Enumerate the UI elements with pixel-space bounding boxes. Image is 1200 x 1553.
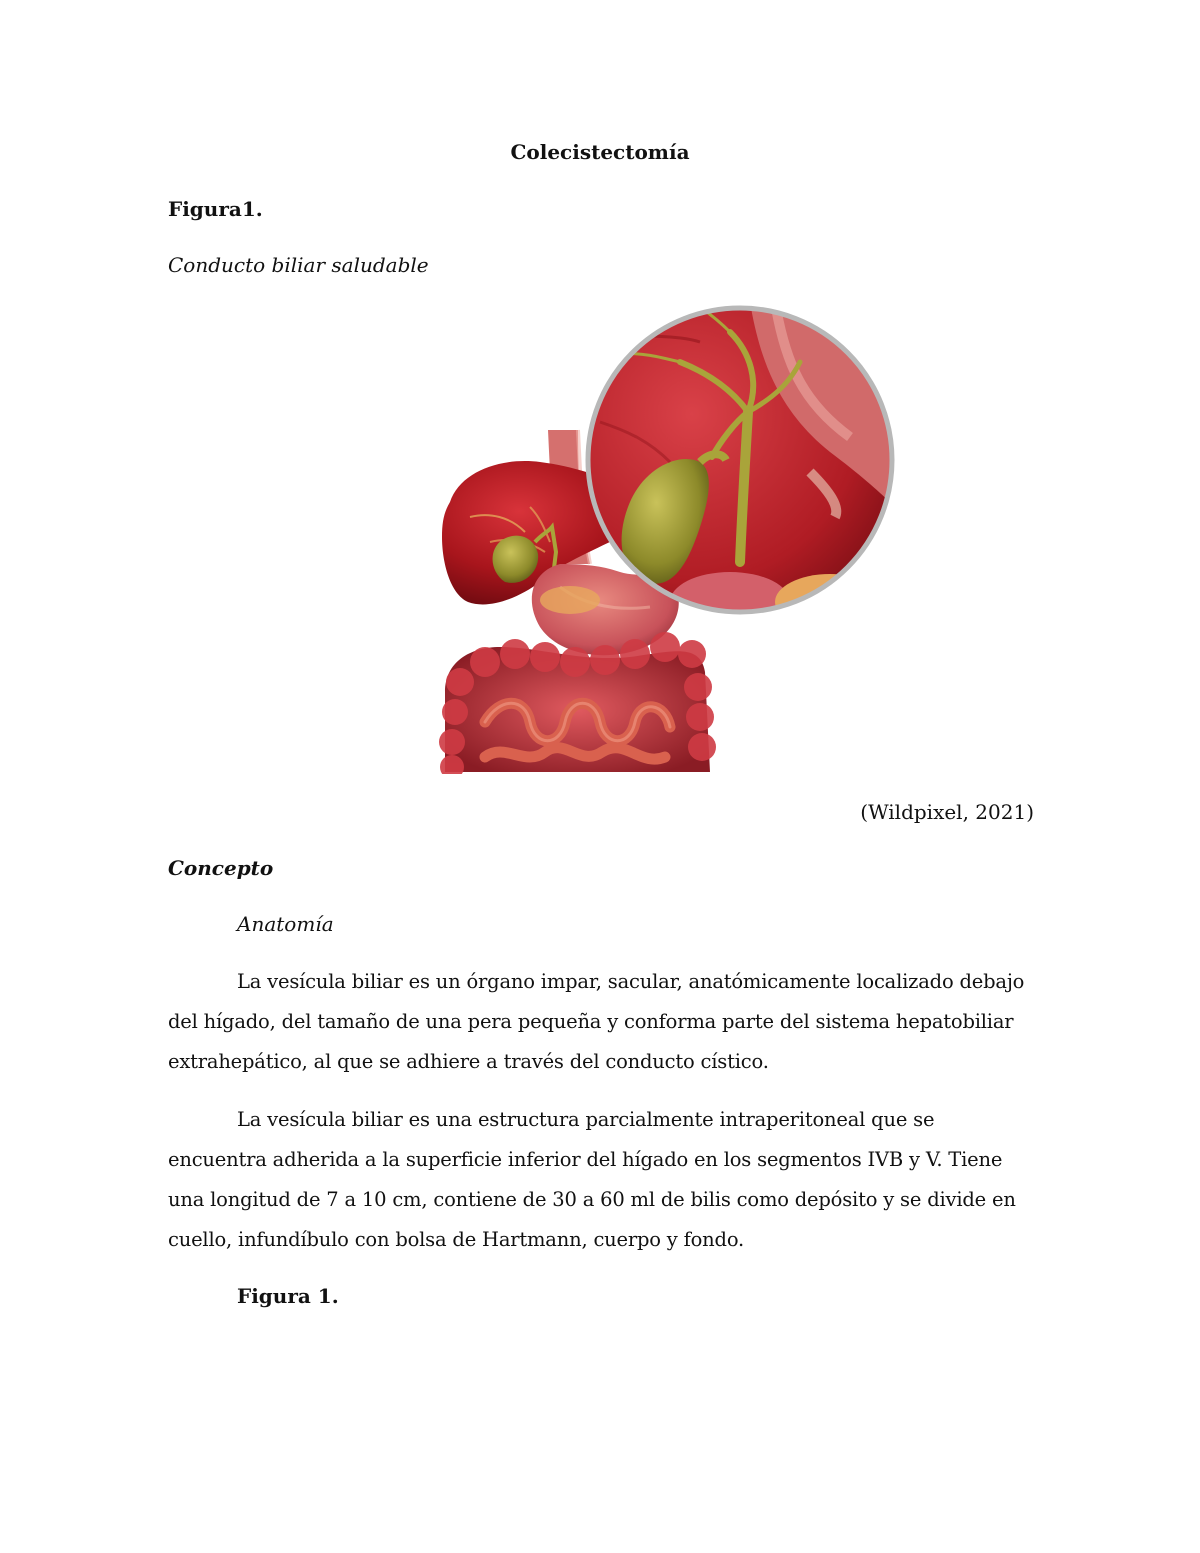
subsection-heading: Anatomía	[237, 912, 334, 936]
document-title: Colecistectomía	[510, 140, 690, 164]
anatomy-illustration	[430, 302, 900, 774]
pancreas-shape	[540, 586, 600, 614]
body-paragraph: La vesícula biliar es un órgano impar, sacular, anatómicamente localizado debajo del hígado, del tamaño de una pera pequeña y conforma parte del sistema hepatobiliar extrahepático, al que se adhiere a través del conducto cístico.	[168, 970, 1025, 1073]
figure-label-2: Figura 1.	[237, 1284, 339, 1308]
body-paragraph: La vesícula biliar es una estructura parcialmente intraperitoneal que se encuentra adherida a la superficie inferior del hígado en los segmentos IVB y V. Tiene una longitud de 7 a 10 cm, contiene de 30 a 60 ml de bilis como depósito y se divide en cuello, infundíbulo con bolsa de Hartmann, cuerpo y fondo.	[168, 1108, 1016, 1251]
section-heading: Concepto	[168, 856, 274, 880]
image-citation: (Wildpixel, 2021)	[860, 800, 1034, 824]
figure-label: Figura1.	[168, 197, 263, 221]
figure-caption: Conducto biliar saludable	[168, 253, 429, 277]
